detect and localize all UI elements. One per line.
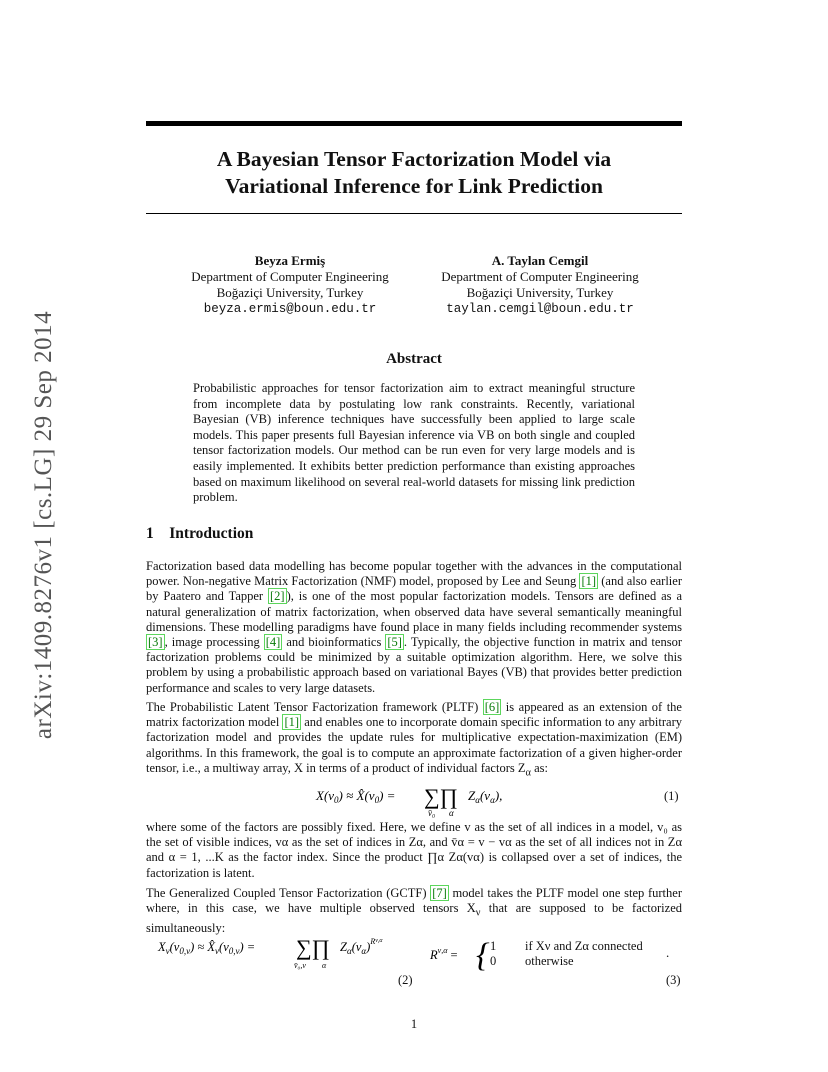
author-dept: Department of Computer Engineering [441,269,639,284]
subscript: α [525,767,531,779]
equation-2-graphic [158,935,408,975]
text-run: , image processing [164,635,264,650]
svg-text:Xν(v0,ν) ≈ X̂ν(v0,ν) =: $X_\nu(v_{0,\nu})$ ≈ $X̂_\nu(v_{0,\nu})$ = [158,940,256,956]
author-dept: Department of Computer Engineering [191,269,389,284]
equation-1 [316,784,576,824]
equation-2 [158,935,408,979]
abstract-heading: Abstract [386,351,442,367]
section-heading [146,525,253,543]
author-email[interactable]: beyza.ermis@boun.edu.tr [203,302,377,316]
author-email[interactable]: taylan.cemgil@boun.edu.tr [446,302,634,316]
svg-text:Rν,α =: $R^{\nu,\alpha}$ = [430,946,458,962]
text-run: is appeared as an extension of the matrix factorization model [146,700,682,730]
author-univ: Boğaziçi University, Turkey [466,285,614,300]
abstract-text: Probabilistic approaches for tensor factorization aim to extract meaningful structure from incomplete data by postulating low rank constraints. Recently, variational Bayesian (VB) inference techniques have successfully been applied to large scale models. This paper presents full Bayesian inference via VB on both single and coupled tensor factorization models. Our method can be run even for very large models and is easily implemented. It exhibits better prediction performance than existing approaches based on maximum likelihood on several real-world datasets for missing link prediction problem. [193,381,635,505]
page-number: 1 [410,1017,418,1031]
svg-text:∑∏: ∑∏ [296,935,330,960]
text-run: that are supposed to be factorized simultaneously: [146,901,682,935]
top-rule [146,121,682,126]
citation-link[interactable]: [1] [581,574,597,589]
text-run: as: [530,760,548,775]
text-run: model takes the PLTF model one step further where, in this case, we have multiple observed tensors X [146,886,682,916]
citation-link[interactable]: [4] [265,635,281,650]
text-run: and bioinformatics [282,635,386,650]
equation-3-cases [490,939,643,969]
intro-paragraph-3: where some of the factors are possibly fixed. Here, we define v as the set of all indices in a model, v₀ as the set of visible indices, vα as the set of indices in Zα, and v̄α = v − vα as the set of all indices not in Zα and α = 1, ...K as the factor index. Since the product ∏α Zα(vα) is collapsed over a set of indices, the factorization is latent. [146,820,682,880]
citation-link[interactable]: [7] [432,886,447,900]
section-number: 1 [146,525,154,542]
text-run: The Generalized Coupled Tensor Factorization (GCTF) [146,886,431,900]
intro-paragraph-2 [146,700,682,781]
text-run: Factorization based data modelling has become popular together with the advances in the computational power. Non-negative Matrix Factorization (NMF) model, proposed by Lee and Seung [146,559,682,589]
author-univ: Boğaziçi University, Turkey [216,285,364,300]
svg-text:X(v0) ≈ X̂(v0) =: $X(v_0)$ ≈ $X̂(v_0)$ = [316,788,396,805]
svg-text:∑∏: ∑∏ [424,784,458,809]
arxiv-id: arXiv:1409.8276v1 [cs.LG] 29 Sep 2014 [30,310,57,740]
svg-text:α: α [322,961,327,970]
equation-1-number: (1) [664,789,679,803]
svg-text:v̄₀: v̄₀ [428,808,436,818]
citation-link[interactable]: [6] [484,700,500,714]
citation-link[interactable]: [1] [284,715,300,730]
text-run: (and also earlier by Paatero and Tapper [146,574,682,604]
case-value: 0 [490,954,497,968]
subscript: ν [475,907,481,919]
case-condition: otherwise [525,954,574,968]
equation-2-number: (2) [398,973,413,987]
citation-link[interactable]: [5] [387,635,402,650]
equation-1-graphic [316,784,576,820]
citation-link[interactable]: [2] [270,589,285,604]
case-condition: if Xν and Zα connected [525,939,643,953]
svg-text:Zα(vα)Rν,α: $Z_\alpha(v_\alpha)^R\nu,\alpha$ [340,937,383,956]
author-name: A. Taylan Cemgil [491,253,589,268]
author-block-1 [170,253,410,317]
text-run: . Typically, the objective function in matrix and tensor factorization problems could be minimized by a suitable optimization algorithm. Here, we solve this problem by using a probabilistic approach based on variational Bayes (VB) that provides better prediction performance and scales to very large datasets. [146,635,682,695]
intro-paragraph-4 [146,886,682,936]
svg-text:Zα(vα),: $Z_\alpha(v_\alpha)$, [468,788,503,805]
equation-3-period: . [666,945,670,960]
arxiv-sidebar-stamp [24,290,64,760]
case-value: 1 [490,939,497,953]
intro-paragraph-1 [146,559,682,696]
svg-text:α: α [449,808,454,818]
author-name: Beyza Ermiş [254,253,326,268]
text-run: ), is one of the most popular factorization models. Tensors are defined as a natural generalization of matrix factorization, when observed data have several semantically meaningful dimensions. These modelling paradigms have found place in many fields including recommender systems [146,589,682,634]
author-block-2 [420,253,660,317]
equation-3-number: (3) [666,973,681,987]
title-line-2: Variational Inference for Link Prediction [225,174,603,198]
title-line-1: A Bayesian Tensor Factorization Model via [216,147,612,171]
svg-text:v̄₀,ν: v̄₀,ν [294,961,306,970]
text-run: and enables one to incorporate domain specific information to any arbitrary factorization model and provides the update rules for multiplicative expectation-maximization (EM) algorithms. In this framework, the goal is to compute an approximate factorization of a given higher-order tensor, i.e., a multiway array, X in terms of a product of individual factors Z [146,715,682,775]
section-title: Introduction [169,525,254,542]
paper-title [146,146,682,200]
title-rule [146,213,682,214]
citation-link[interactable]: [3] [148,635,163,650]
text-run: The Probabilistic Latent Tensor Factorization framework (PLTF) [146,700,483,714]
svg-text:{: { [476,937,490,974]
